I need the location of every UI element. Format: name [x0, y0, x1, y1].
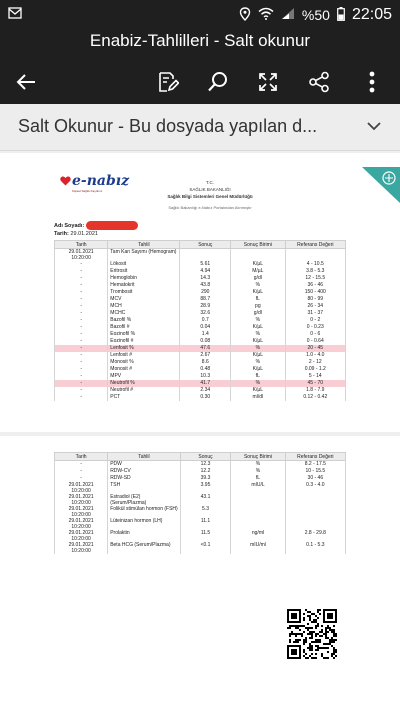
redacted-name: [86, 221, 138, 230]
cell-test: Beta HCG (Serum/Plazma): [108, 542, 181, 554]
table-row: [55, 289, 346, 296]
cell-date: [55, 394, 108, 401]
cell-result: 12.3: [180, 461, 231, 469]
cell-test: PCT: [108, 394, 180, 401]
cell-unit: %: [231, 331, 285, 338]
fullscreen-icon: [258, 72, 278, 92]
logo-brand: e-nabız: [72, 173, 130, 189]
col-header-test: Tahlil: [108, 453, 181, 461]
cell-result: 5.61: [180, 261, 231, 268]
cell-unit: K/µL: [231, 324, 285, 331]
cell-reference: 150 - 400: [285, 289, 345, 296]
table-row: [55, 249, 346, 262]
logo-tagline: Kişisel Sağlık Kaydınız: [72, 189, 103, 193]
cell-result: <0.1: [180, 542, 231, 554]
cell-unit: ml/dl: [231, 394, 285, 401]
heart-icon: [60, 176, 71, 186]
cell-date: [55, 518, 108, 530]
cell-date: [55, 380, 108, 387]
search-icon: [207, 71, 229, 93]
toolbar: [0, 64, 400, 104]
cell-test: Hemoglobin: [108, 275, 180, 282]
signal-icon: [281, 7, 295, 23]
cell-reference: 80 - 99: [285, 296, 345, 303]
patient-date-label: Tarih:: [54, 231, 69, 237]
table-row: [55, 475, 346, 482]
cell-date-value: -: [80, 310, 82, 316]
wifi-icon: [258, 7, 274, 23]
document-page-1: [0, 153, 400, 432]
col-header-unit: Sonuç Birimi: [231, 453, 285, 461]
cell-result: 10.3: [180, 373, 231, 380]
table-row: [55, 506, 346, 518]
cell-unit: K/µL: [231, 387, 285, 394]
table-row: [55, 518, 346, 530]
table-row: [55, 345, 346, 352]
cell-date-value: -: [80, 338, 82, 344]
cell-test: Lüteinizan hormon (LH): [108, 518, 181, 530]
cell-test: Monosit %: [108, 359, 180, 366]
cell-result: 0.7: [180, 317, 231, 324]
cell-unit: K/µL: [231, 366, 285, 373]
cell-date-value: 29.01.2021: [68, 482, 94, 488]
battery-icon: [337, 7, 345, 24]
cell-result: 12.2: [180, 468, 231, 475]
table-row: [55, 352, 346, 359]
app-title: Enabiz-Tahlilleri - Salt okunur: [89, 31, 311, 50]
cell-unit: g/dl: [231, 275, 285, 282]
cell-reference: 12 - 15.5: [285, 275, 345, 282]
cell-reference: 0 - 6: [285, 331, 345, 338]
cell-time-value: 10:20:00: [71, 548, 91, 554]
ministry-emblem-icon: [362, 167, 400, 203]
read-only-banner[interactable]: [0, 104, 400, 151]
cell-date-value: 29.01.2021: [68, 249, 94, 255]
cell-date-value: -: [80, 324, 82, 330]
cell-date: [55, 359, 108, 366]
back-button[interactable]: [8, 64, 44, 100]
ministry-line-1: T.C.: [205, 180, 214, 185]
cell-date-value: -: [80, 373, 82, 379]
table-row: [55, 296, 346, 303]
cell-unit: %: [231, 380, 285, 387]
ministry-header: [150, 179, 270, 211]
cell-date: [55, 506, 108, 518]
table-row: [55, 366, 346, 373]
col-header-date: Tarih: [55, 241, 108, 249]
cell-unit: mIU/L: [231, 482, 285, 494]
col-header-reference: Referans Değeri: [285, 453, 345, 461]
cell-unit: [231, 506, 285, 518]
cell-reference: 0.09 - 1.2: [285, 366, 345, 373]
cell-unit: %: [231, 468, 285, 475]
cell-test: Neutrofil %: [108, 380, 180, 387]
cell-test: Estradiol (E2) (Serum/Plazma): [108, 494, 181, 506]
back-arrow-icon: [14, 70, 38, 94]
cell-unit: pg: [231, 303, 285, 310]
cell-date-value: -: [80, 366, 82, 372]
cell-unit: fL: [231, 373, 285, 380]
cell-test: PDW: [108, 461, 181, 469]
cell-date: [55, 542, 108, 554]
cell-unit: [231, 518, 285, 530]
col-header-date: Tarih: [55, 453, 108, 461]
cell-date-value: -: [80, 296, 82, 302]
cell-date: [55, 249, 108, 262]
cell-test: TSH: [108, 482, 181, 494]
cell-test: Eritrosit: [108, 268, 180, 275]
cell-date: [55, 352, 108, 359]
lab-results-table-1: [54, 240, 346, 401]
cell-result: 39.3: [180, 475, 231, 482]
cell-unit: g/dl: [231, 310, 285, 317]
table-row: [55, 468, 346, 475]
cell-date: [55, 373, 108, 380]
cell-reference: 0 - 0.64: [285, 338, 345, 345]
cell-reference: 26 - 34: [285, 303, 345, 310]
cell-test: MCHC: [108, 310, 180, 317]
ministry-line-2: SAĞLIK BAKANLIĞI: [189, 187, 231, 192]
table-row: [55, 261, 346, 268]
ministry-line-4: Sağlık Bakanlığı e-Nabız Portalından Alınmıştır: [168, 205, 252, 210]
cell-reference: 0.1 - 5.3: [285, 542, 345, 554]
cell-unit: K/µL: [231, 261, 285, 268]
cell-reference: 5 - 14: [285, 373, 345, 380]
cell-unit: fL: [231, 475, 285, 482]
fullscreen-button[interactable]: [250, 64, 286, 100]
share-icon: [308, 71, 330, 93]
cell-test: Eozinofil #: [108, 338, 180, 345]
cell-test: Bazofil #: [108, 324, 180, 331]
edit-icon: [157, 71, 179, 93]
cell-result: 5.3: [180, 506, 231, 518]
cell-test: MCH: [108, 303, 180, 310]
cell-date-value: -: [80, 352, 82, 358]
cell-date: [55, 387, 108, 394]
cell-date-value: -: [80, 303, 82, 309]
cell-reference: 0.12 - 0.42: [285, 394, 345, 401]
cell-result: 0.30: [180, 394, 231, 401]
cell-date-value: -: [80, 275, 82, 281]
cell-result: 41.7: [180, 380, 231, 387]
cell-date: [55, 317, 108, 324]
app-bar: [0, 28, 400, 104]
cell-date-value: 29.01.2021: [68, 518, 94, 524]
cell-unit: mIU/ml: [231, 542, 285, 554]
cell-reference: [285, 506, 345, 518]
clock: 22:05: [351, 6, 392, 23]
cell-reference: 8.2 - 17.5: [285, 461, 345, 469]
cell-result: 3.95: [180, 482, 231, 494]
cell-reference: [285, 518, 345, 530]
cell-time-value: 10:20:00: [71, 488, 91, 494]
ministry-line-3: Sağlık Bilgi Sistemleri Genel Müdürlüğü: [167, 194, 253, 199]
cell-date: [55, 331, 108, 338]
cell-test: Lökosit: [108, 261, 180, 268]
table-row: [55, 380, 346, 387]
cell-reference: 45 - 70: [285, 380, 345, 387]
cell-date-value: 29.01.2021: [68, 506, 94, 512]
cell-unit: M/µL: [231, 268, 285, 275]
cell-date-value: -: [80, 268, 82, 274]
table-row: [55, 324, 346, 331]
table-body: [55, 249, 346, 402]
cell-date-value: -: [80, 317, 82, 323]
cell-test: RDW-SD: [108, 475, 181, 482]
cell-date: [55, 261, 108, 268]
cell-result: 43.1: [180, 494, 231, 506]
cell-result: 2.34: [180, 387, 231, 394]
cell-date: [55, 324, 108, 331]
col-header-reference: Referans Değeri: [285, 241, 345, 249]
cell-date: [55, 275, 108, 282]
cell-date-value: -: [80, 345, 82, 351]
patient-info: [54, 221, 138, 238]
cell-unit: ng/ml: [231, 530, 285, 542]
cell-reference: [285, 494, 345, 506]
cell-time-value: 10:20:00: [71, 255, 91, 261]
cell-date: [55, 475, 108, 482]
table-row: [55, 482, 346, 494]
table-row: [55, 331, 346, 338]
cell-reference: [285, 249, 345, 262]
file-header-text: Salt Okunur - Bu dosyada yapılan d...: [18, 116, 318, 136]
col-header-result: Sonuç: [180, 453, 231, 461]
cell-result: 4.94: [180, 268, 231, 275]
cell-reference: 2.8 - 29.8: [285, 530, 345, 542]
enabiz-logo: [60, 173, 140, 193]
table-row: [55, 494, 346, 506]
cell-result: 47.6: [180, 345, 231, 352]
cell-time-value: 10:20:00: [71, 500, 91, 506]
cell-result: 0.48: [180, 366, 231, 373]
cell-unit: %: [231, 359, 285, 366]
table-row: [55, 303, 346, 310]
cell-date: [55, 338, 108, 345]
cell-test: Eozinofil %: [108, 331, 180, 338]
cell-date: [55, 461, 108, 469]
table-row: [55, 373, 346, 380]
cell-test: Neutrofil #: [108, 387, 180, 394]
cell-reference: 1.0 - 4.0: [285, 352, 345, 359]
cell-unit: fL: [231, 296, 285, 303]
cell-unit: K/µL: [231, 338, 285, 345]
cell-reference: 0 - 0.23: [285, 324, 345, 331]
table-header-row: [55, 241, 346, 249]
cell-time-value: 10:20:00: [71, 524, 91, 530]
cell-result: 1.4: [180, 331, 231, 338]
cell-test: Prolaktin: [108, 530, 181, 542]
cell-test: Folikül stimülan hormon (FSH): [108, 506, 181, 518]
cell-test: Monosit #: [108, 366, 180, 373]
table-row: [55, 542, 346, 554]
cell-test: MCV: [108, 296, 180, 303]
table-row: [55, 394, 346, 401]
cell-date: [55, 468, 108, 475]
cell-date: [55, 289, 108, 296]
cell-test: Trombosit: [108, 289, 180, 296]
cell-unit: [231, 249, 285, 262]
cell-reference: 0 - 2: [285, 317, 345, 324]
col-header-unit: Sonuç Birimi: [231, 241, 285, 249]
cell-reference: 10 - 15.5: [285, 468, 345, 475]
lab-results-table-2: [54, 452, 346, 554]
cell-date-value: -: [80, 359, 82, 365]
cell-result: 11.5: [180, 530, 231, 542]
cell-result: 88.7: [180, 296, 231, 303]
chevron-down-icon[interactable]: [366, 118, 382, 134]
cell-result: 290: [180, 289, 231, 296]
cell-unit: K/µL: [231, 352, 285, 359]
cell-reference: 4 - 10.5: [285, 261, 345, 268]
cell-date-value: 29.01.2021: [68, 542, 94, 548]
table-row: [55, 338, 346, 345]
table-row: [55, 461, 346, 469]
cell-date-value: -: [80, 282, 82, 288]
table-row: [55, 268, 346, 275]
battery-percent: %50: [301, 7, 330, 23]
cell-test: RDW-CV: [108, 468, 181, 475]
cell-date-value: -: [80, 461, 82, 467]
cell-reference: 30 - 46: [285, 475, 345, 482]
cell-date-value: -: [80, 475, 82, 481]
cell-result: 0.04: [180, 324, 231, 331]
cell-result: 11.1: [180, 518, 231, 530]
cell-unit: %: [231, 461, 285, 469]
cell-date: [55, 345, 108, 352]
qr-code-icon: [287, 609, 337, 659]
cell-date: [55, 482, 108, 494]
cell-date: [55, 530, 108, 542]
table-row: [55, 282, 346, 289]
cell-result: 0.08: [180, 338, 231, 345]
cell-result: 2.67: [180, 352, 231, 359]
cell-date: [55, 303, 108, 310]
cell-reference: 2 - 12: [285, 359, 345, 366]
cell-reference: 36 - 46: [285, 282, 345, 289]
cell-date-value: 29.01.2021: [68, 530, 94, 536]
cell-date: [55, 268, 108, 275]
cell-time-value: 10:20:00: [71, 512, 91, 518]
search-button[interactable]: [200, 64, 236, 100]
cell-unit: %: [231, 317, 285, 324]
location-icon: [239, 7, 251, 24]
notification-icon: [8, 6, 22, 23]
cell-unit: [231, 494, 285, 506]
cell-test: Lenfosit %: [108, 345, 180, 352]
cell-result: 14.3: [180, 275, 231, 282]
cell-test: Lenfosit #: [108, 352, 180, 359]
cell-date: [55, 366, 108, 373]
cell-result: 32.6: [180, 310, 231, 317]
cell-result: 43.8: [180, 282, 231, 289]
cell-reference: 31 - 37: [285, 310, 345, 317]
cell-date-value: -: [80, 380, 82, 386]
cell-date-value: -: [80, 289, 82, 295]
cell-unit: %: [231, 282, 285, 289]
cell-date-value: -: [80, 331, 82, 337]
cell-unit: %: [231, 345, 285, 352]
edit-button[interactable]: [150, 64, 186, 100]
cell-reference: 3.8 - 5.3: [285, 268, 345, 275]
cell-date-value: -: [80, 394, 82, 400]
cell-date: [55, 310, 108, 317]
patient-date: 29.01.2021: [70, 231, 98, 237]
cell-reference: 1.8 - 7.9: [285, 387, 345, 394]
cell-result: 28.9: [180, 303, 231, 310]
share-button[interactable]: [301, 64, 337, 100]
cell-date-value: -: [80, 468, 82, 474]
table-row: [55, 317, 346, 324]
cell-date: [55, 282, 108, 289]
table-header-row: [55, 453, 346, 461]
more-vert-icon: [369, 71, 375, 93]
patient-name-label: Adı Soyadı:: [54, 222, 85, 229]
col-header-result: Sonuç: [180, 241, 231, 249]
cell-date-value: -: [80, 261, 82, 267]
cell-test: Hematokrit: [108, 282, 180, 289]
cell-test: MPV: [108, 373, 180, 380]
cell-date: [55, 494, 108, 506]
cell-test: Bazofil %: [108, 317, 180, 324]
cell-date: [55, 296, 108, 303]
document-page-2: [0, 436, 400, 711]
cell-reference: 0.3 - 4.0: [285, 482, 345, 494]
cell-date-value: 29.01.2021: [68, 494, 94, 500]
table-row: [55, 359, 346, 366]
cell-date-value: -: [80, 387, 82, 393]
col-header-test: Tahlil: [108, 241, 180, 249]
cell-reference: 20 - 45: [285, 345, 345, 352]
table-row: [55, 310, 346, 317]
more-options-button[interactable]: [354, 64, 390, 100]
cell-test: Tam Kan Sayımı (Hemogram): [108, 249, 180, 262]
cell-result: 8.6: [180, 359, 231, 366]
table-row: [55, 387, 346, 394]
cell-unit: K/µL: [231, 289, 285, 296]
table-body: [55, 461, 346, 555]
cell-time-value: 10:20:00: [71, 536, 91, 542]
cell-result: [180, 249, 231, 262]
table-row: [55, 275, 346, 282]
status-bar: [0, 0, 400, 28]
table-row: [55, 530, 346, 542]
